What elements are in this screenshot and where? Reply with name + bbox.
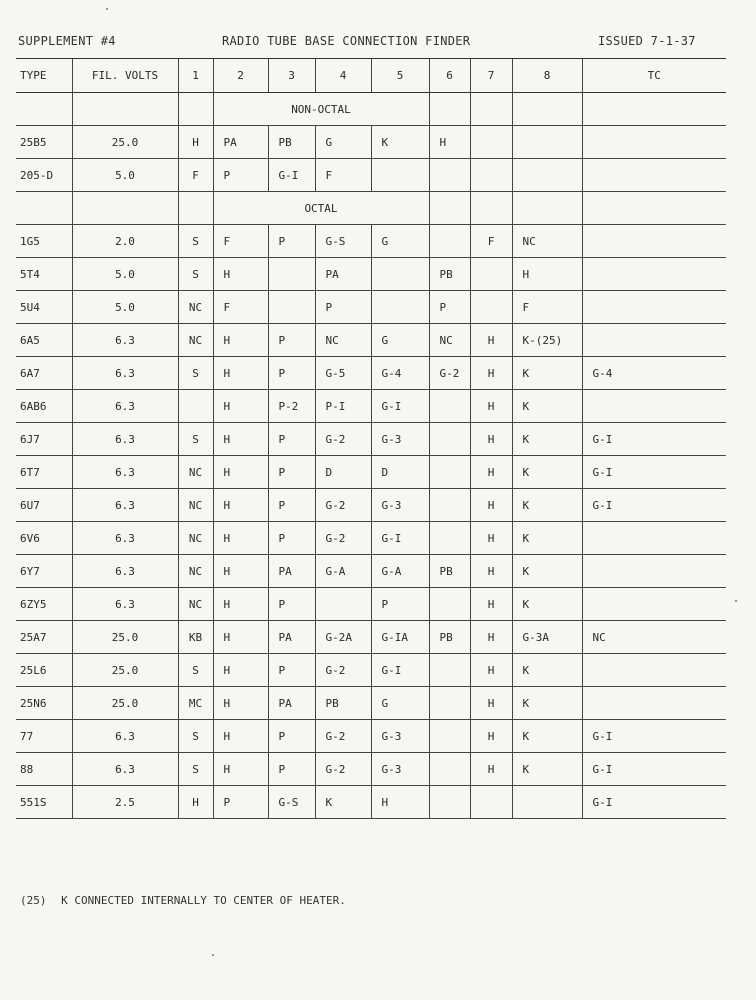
empty-cell <box>470 93 512 126</box>
tube-type-cell: 6Y7 <box>16 555 72 588</box>
pin-cell: G-I <box>268 159 315 192</box>
pin-cell <box>582 555 726 588</box>
pin-cell <box>429 753 470 786</box>
table-row <box>16 489 726 522</box>
pin-cell: PB <box>429 621 470 654</box>
pin-cell: H <box>213 588 268 621</box>
table-row <box>16 720 726 753</box>
pin-cell: G-5 <box>315 357 371 390</box>
column-header: TC <box>582 59 726 93</box>
pin-cell: G-4 <box>371 357 429 390</box>
pin-cell: G-I <box>582 489 726 522</box>
page-title: RADIO TUBE BASE CONNECTION FINDER <box>222 34 471 48</box>
pin-cell: P <box>268 423 315 456</box>
filament-volts-cell: 25.0 <box>72 621 178 654</box>
pin-cell: PA <box>268 621 315 654</box>
pin-cell: S <box>178 423 213 456</box>
table-row <box>16 390 726 423</box>
pin-cell: K <box>512 555 582 588</box>
tube-type-cell: 25L6 <box>16 654 72 687</box>
pin-cell: H <box>213 324 268 357</box>
table-row <box>16 687 726 720</box>
pin-cell: PA <box>268 687 315 720</box>
filament-volts-cell: 25.0 <box>72 126 178 159</box>
pin-cell: G-2 <box>315 489 371 522</box>
pin-cell <box>429 159 470 192</box>
pin-cell: K <box>512 588 582 621</box>
pin-cell <box>582 687 726 720</box>
pin-cell: F <box>512 291 582 324</box>
tube-type-cell: 6A5 <box>16 324 72 357</box>
column-header: 1 <box>178 59 213 93</box>
pin-cell: H <box>470 720 512 753</box>
pin-cell: G-2 <box>315 753 371 786</box>
table-row <box>16 555 726 588</box>
filament-volts-cell: 6.3 <box>72 423 178 456</box>
pin-cell: S <box>178 720 213 753</box>
pin-cell: P <box>371 588 429 621</box>
filament-volts-cell: 6.3 <box>72 357 178 390</box>
filament-volts-cell: 6.3 <box>72 456 178 489</box>
pin-cell: G <box>371 324 429 357</box>
pin-cell: G-A <box>371 555 429 588</box>
pin-cell: P <box>268 357 315 390</box>
pin-cell: G-I <box>371 390 429 423</box>
pin-cell: H <box>178 786 213 819</box>
tube-type-cell: 6A7 <box>16 357 72 390</box>
pin-cell: P <box>268 225 315 258</box>
pin-cell <box>512 126 582 159</box>
empty-cell <box>470 192 512 225</box>
pin-cell: P <box>268 720 315 753</box>
empty-cell <box>178 192 213 225</box>
pin-cell <box>429 390 470 423</box>
table-row <box>16 522 726 555</box>
pin-cell: NC <box>178 588 213 621</box>
tube-type-cell: 25B5 <box>16 126 72 159</box>
pin-cell <box>582 291 726 324</box>
pin-cell: K <box>371 126 429 159</box>
pin-cell <box>582 258 726 291</box>
pin-cell: H <box>213 423 268 456</box>
pin-cell: PB <box>315 687 371 720</box>
table-body <box>16 93 726 819</box>
footnote-mark: (25) <box>20 894 47 907</box>
tube-type-cell: 5T4 <box>16 258 72 291</box>
empty-cell <box>72 192 178 225</box>
pin-cell: G-2 <box>315 654 371 687</box>
pin-cell: S <box>178 753 213 786</box>
filament-volts-cell: 6.3 <box>72 588 178 621</box>
pin-cell: PB <box>429 258 470 291</box>
tube-type-cell: 1G5 <box>16 225 72 258</box>
pin-cell: NC <box>582 621 726 654</box>
tube-type-cell: 6U7 <box>16 489 72 522</box>
empty-cell <box>512 93 582 126</box>
issued-date: ISSUED 7-1-37 <box>598 34 696 48</box>
tube-type-cell: 6V6 <box>16 522 72 555</box>
pin-cell <box>429 456 470 489</box>
pin-cell: F <box>470 225 512 258</box>
filament-volts-cell: 25.0 <box>72 654 178 687</box>
pin-cell: H <box>470 390 512 423</box>
filament-volts-cell: 6.3 <box>72 324 178 357</box>
pin-cell <box>470 159 512 192</box>
pin-cell: H <box>371 786 429 819</box>
tube-type-cell: 6AB6 <box>16 390 72 423</box>
pin-cell: NC <box>178 555 213 588</box>
pin-cell: G-I <box>582 786 726 819</box>
pin-cell: G-3 <box>371 489 429 522</box>
paper-speck <box>735 600 737 602</box>
pin-cell <box>429 588 470 621</box>
filament-volts-cell: 5.0 <box>72 291 178 324</box>
pin-cell: G-I <box>582 423 726 456</box>
footnote-text: K CONNECTED INTERNALLY TO CENTER OF HEATER. <box>61 894 346 907</box>
pin-cell: H <box>213 489 268 522</box>
pin-cell <box>582 522 726 555</box>
pin-cell: H <box>470 621 512 654</box>
supplement-label: SUPPLEMENT #4 <box>18 34 116 48</box>
pin-cell: NC <box>178 324 213 357</box>
pin-cell <box>582 390 726 423</box>
pin-cell: K <box>512 456 582 489</box>
pin-cell: H <box>470 555 512 588</box>
pin-cell: D <box>315 456 371 489</box>
pin-cell <box>470 126 512 159</box>
pin-cell: P <box>268 654 315 687</box>
pin-cell: G-I <box>371 522 429 555</box>
column-header: 3 <box>268 59 315 93</box>
pin-cell: H <box>213 621 268 654</box>
pin-cell <box>371 258 429 291</box>
paper-speck <box>106 8 108 10</box>
pin-cell: G-2 <box>429 357 470 390</box>
table-row <box>16 324 726 357</box>
pin-cell: G-3A <box>512 621 582 654</box>
empty-cell <box>582 192 726 225</box>
pin-cell <box>371 159 429 192</box>
footnote <box>20 894 346 907</box>
empty-cell <box>429 93 470 126</box>
pin-cell: G-2 <box>315 423 371 456</box>
tube-type-cell: 25N6 <box>16 687 72 720</box>
pin-cell: K <box>512 720 582 753</box>
pin-cell: H <box>213 555 268 588</box>
filament-volts-cell: 5.0 <box>72 258 178 291</box>
pin-cell: NC <box>512 225 582 258</box>
pin-cell: H <box>213 357 268 390</box>
pin-cell <box>268 258 315 291</box>
empty-cell <box>178 93 213 126</box>
table-row <box>16 357 726 390</box>
column-header-row <box>16 59 726 93</box>
pin-cell: G-I <box>371 654 429 687</box>
tube-type-cell: 6ZY5 <box>16 588 72 621</box>
pin-cell: G-2 <box>315 522 371 555</box>
pin-cell: PA <box>315 258 371 291</box>
column-header: 8 <box>512 59 582 93</box>
table-row <box>16 456 726 489</box>
pin-cell: G-3 <box>371 423 429 456</box>
pin-cell <box>582 159 726 192</box>
column-header: FIL. VOLTS <box>72 59 178 93</box>
pin-cell: H <box>470 423 512 456</box>
pin-cell: H <box>470 489 512 522</box>
pin-cell <box>429 522 470 555</box>
pin-cell: P <box>268 456 315 489</box>
pin-cell: G-3 <box>371 720 429 753</box>
filament-volts-cell: 6.3 <box>72 390 178 423</box>
pin-cell: P <box>268 489 315 522</box>
pin-cell: PB <box>429 555 470 588</box>
pin-cell: H <box>470 753 512 786</box>
pin-cell: K <box>512 687 582 720</box>
tube-type-cell: 6T7 <box>16 456 72 489</box>
pin-cell: H <box>470 522 512 555</box>
pin-cell: H <box>213 390 268 423</box>
pin-cell: S <box>178 357 213 390</box>
empty-cell <box>16 192 72 225</box>
tube-type-cell: 77 <box>16 720 72 753</box>
pin-cell: NC <box>178 522 213 555</box>
pin-cell <box>429 786 470 819</box>
pin-cell: PA <box>268 555 315 588</box>
empty-cell <box>72 93 178 126</box>
pin-cell <box>429 489 470 522</box>
pin-cell: D <box>371 456 429 489</box>
pin-cell <box>268 291 315 324</box>
pin-cell: G-2 <box>315 720 371 753</box>
pin-cell: H <box>470 357 512 390</box>
pin-cell <box>512 159 582 192</box>
pin-cell <box>429 423 470 456</box>
pin-cell: G <box>371 687 429 720</box>
pin-cell: H <box>213 753 268 786</box>
pin-cell <box>178 390 213 423</box>
pin-cell: H <box>213 258 268 291</box>
empty-cell <box>582 93 726 126</box>
pin-cell: P-2 <box>268 390 315 423</box>
pin-cell: F <box>315 159 371 192</box>
column-header: 4 <box>315 59 371 93</box>
tube-type-cell: 6J7 <box>16 423 72 456</box>
tube-type-cell: 205-D <box>16 159 72 192</box>
pin-cell: P <box>268 522 315 555</box>
section-row <box>16 192 726 225</box>
filament-volts-cell: 6.3 <box>72 489 178 522</box>
table-row <box>16 225 726 258</box>
filament-volts-cell: 6.3 <box>72 720 178 753</box>
pin-cell: MC <box>178 687 213 720</box>
pin-cell: H <box>213 720 268 753</box>
pin-cell: K <box>512 489 582 522</box>
tube-type-cell: 88 <box>16 753 72 786</box>
pin-cell: G-IA <box>371 621 429 654</box>
pin-cell: G-S <box>315 225 371 258</box>
pin-cell: G-I <box>582 753 726 786</box>
pin-cell: K <box>512 654 582 687</box>
pin-cell <box>315 588 371 621</box>
pin-cell: H <box>470 654 512 687</box>
tube-type-cell: 551S <box>16 786 72 819</box>
pin-cell: P <box>315 291 371 324</box>
empty-cell <box>429 192 470 225</box>
pin-cell: H <box>178 126 213 159</box>
pin-cell <box>582 654 726 687</box>
pin-cell: G-2A <box>315 621 371 654</box>
pin-cell: NC <box>178 291 213 324</box>
pin-cell: NC <box>178 456 213 489</box>
pin-cell: G-I <box>582 456 726 489</box>
table-row <box>16 423 726 456</box>
pin-cell: G-S <box>268 786 315 819</box>
pin-cell <box>582 126 726 159</box>
pin-cell: G-A <box>315 555 371 588</box>
pin-cell <box>512 786 582 819</box>
table-row <box>16 654 726 687</box>
pin-cell: H <box>470 588 512 621</box>
pin-cell: F <box>213 291 268 324</box>
pin-cell: G-I <box>582 720 726 753</box>
empty-cell <box>16 93 72 126</box>
pin-cell: H <box>213 654 268 687</box>
pin-cell: NC <box>178 489 213 522</box>
pin-cell: NC <box>315 324 371 357</box>
pin-cell: H <box>470 324 512 357</box>
table-row <box>16 621 726 654</box>
pin-cell <box>429 687 470 720</box>
table-row <box>16 258 726 291</box>
pin-cell: H <box>213 687 268 720</box>
section-label: NON-OCTAL <box>213 93 429 126</box>
pin-cell <box>429 720 470 753</box>
pin-cell: K <box>512 522 582 555</box>
pin-cell <box>371 291 429 324</box>
pin-cell: P <box>268 588 315 621</box>
pin-cell: P <box>429 291 470 324</box>
filament-volts-cell: 6.3 <box>72 555 178 588</box>
table-row <box>16 588 726 621</box>
pin-cell: S <box>178 654 213 687</box>
pin-cell: G <box>315 126 371 159</box>
pin-cell: H <box>512 258 582 291</box>
tube-type-cell: 25A7 <box>16 621 72 654</box>
paper-speck <box>212 954 214 956</box>
pin-cell: G-3 <box>371 753 429 786</box>
pin-cell: F <box>178 159 213 192</box>
pin-cell: NC <box>429 324 470 357</box>
pin-cell: P <box>268 324 315 357</box>
table-row <box>16 753 726 786</box>
pin-cell <box>582 588 726 621</box>
pin-cell: G-4 <box>582 357 726 390</box>
section-label: OCTAL <box>213 192 429 225</box>
table-row <box>16 786 726 819</box>
pin-cell: P-I <box>315 390 371 423</box>
pin-cell: P <box>268 753 315 786</box>
pin-cell: K <box>512 390 582 423</box>
column-header: 6 <box>429 59 470 93</box>
pin-cell <box>429 225 470 258</box>
tube-connection-table <box>16 58 726 819</box>
table-row <box>16 291 726 324</box>
empty-cell <box>512 192 582 225</box>
pin-cell: K <box>512 357 582 390</box>
pin-cell: P <box>213 159 268 192</box>
pin-cell: H <box>213 522 268 555</box>
pin-cell <box>470 258 512 291</box>
pin-cell <box>582 324 726 357</box>
pin-cell: PA <box>213 126 268 159</box>
pin-cell <box>470 291 512 324</box>
filament-volts-cell: 6.3 <box>72 522 178 555</box>
pin-cell <box>470 786 512 819</box>
column-header: 7 <box>470 59 512 93</box>
pin-cell: K <box>315 786 371 819</box>
filament-volts-cell: 5.0 <box>72 159 178 192</box>
pin-cell: S <box>178 225 213 258</box>
pin-cell <box>429 654 470 687</box>
pin-cell: S <box>178 258 213 291</box>
pin-cell <box>582 225 726 258</box>
column-header: 5 <box>371 59 429 93</box>
pin-cell: K-(25) <box>512 324 582 357</box>
table-row <box>16 159 726 192</box>
pin-cell: F <box>213 225 268 258</box>
filament-volts-cell: 2.0 <box>72 225 178 258</box>
pin-cell: PB <box>268 126 315 159</box>
tube-type-cell: 5U4 <box>16 291 72 324</box>
section-row <box>16 93 726 126</box>
pin-cell: H <box>429 126 470 159</box>
filament-volts-cell: 2.5 <box>72 786 178 819</box>
pin-cell: P <box>213 786 268 819</box>
column-header: TYPE <box>16 59 72 93</box>
filament-volts-cell: 25.0 <box>72 687 178 720</box>
table-row <box>16 126 726 159</box>
pin-cell: K <box>512 423 582 456</box>
column-header: 2 <box>213 59 268 93</box>
pin-cell: G <box>371 225 429 258</box>
filament-volts-cell: 6.3 <box>72 753 178 786</box>
pin-cell: KB <box>178 621 213 654</box>
pin-cell: H <box>470 687 512 720</box>
pin-cell: K <box>512 753 582 786</box>
pin-cell: H <box>470 456 512 489</box>
pin-cell: H <box>213 456 268 489</box>
